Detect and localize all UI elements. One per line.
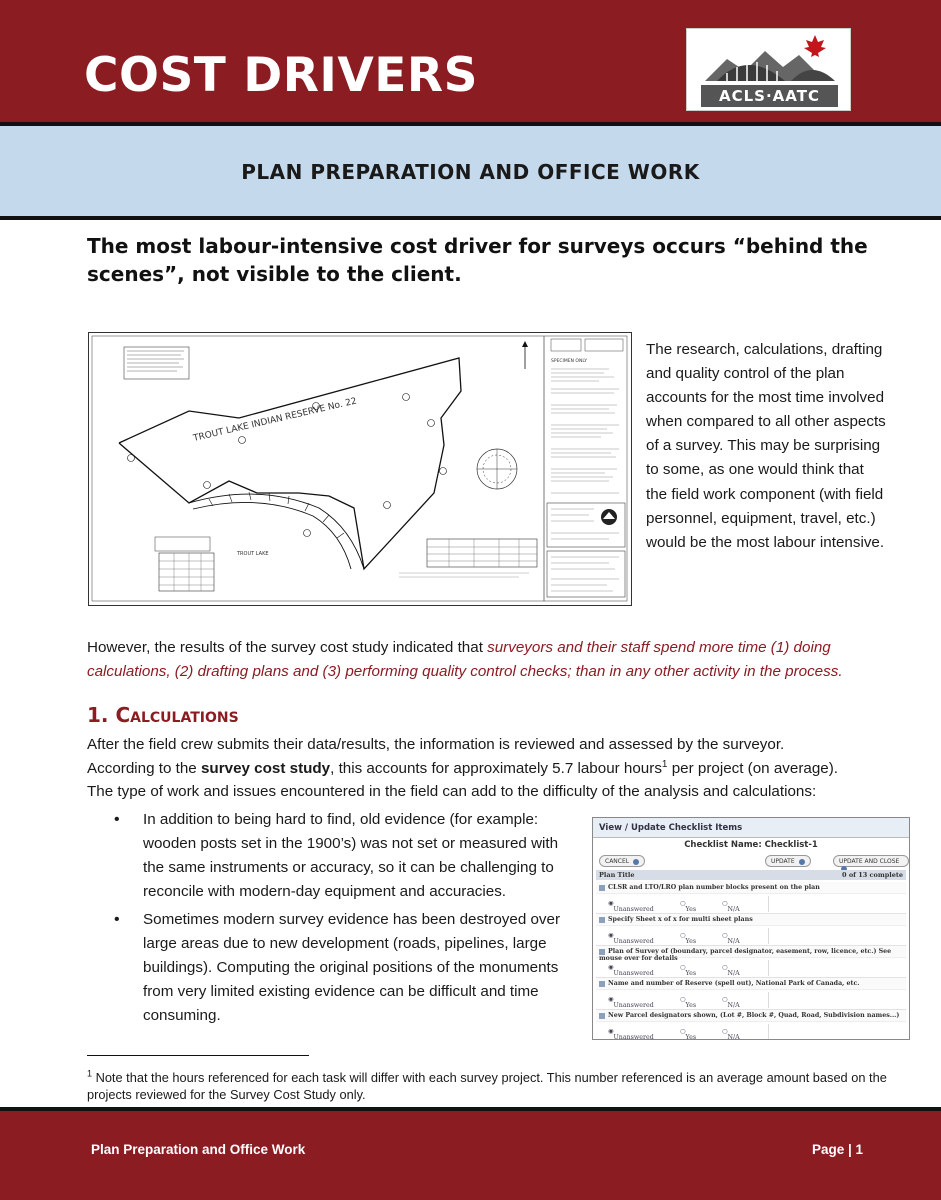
page-number: Page | 1 [811,1142,863,1157]
list-item: • Sometimes modern survey evidence has been destroyed over large areas due to new development (roads, pipelines, large buildings). Computing the original positions of the monuments from very limited existing evidence can be difficult and time consuming. [110,908,582,1028]
checklist-item: Plan of Survey of (boundary, parcel designator, easement, row, licence, etc.) See mouse over for details ◉ Unanswered ○ Yes ○ N/A [596,946,906,978]
checklist-name: Checklist Name: Checklist-1 [684,840,818,850]
checklist-screenshot [592,817,910,1040]
lead-statement: The most labour-intensive cost driver for surveys occurs “behind the scenes”, not visible to the client. [87,234,868,286]
comment-box[interactable] [768,896,902,912]
plan-lake-label: TROUT LAKE [237,551,269,557]
section-subtitle: PLAN PREPARATION AND OFFICE WORK [241,160,700,184]
plan-description-paragraph: The research, calculations, drafting and quality control of the plan accounts for the most time involved when compared to all other aspects of a survey. This may be surprising to some, as one would think that the field work component (with field personnel, equipment, travel, etc.) would be the most labour intensive. [646,341,886,551]
expand-icon[interactable] [599,1013,605,1019]
radio-unanswered[interactable]: ◉ Unanswered [608,1028,654,1040]
radio-yes[interactable]: ○ Yes [680,964,697,977]
survey-cost-study-term: survey cost study [200,759,331,777]
radio-na[interactable]: ○ N/A [722,932,740,945]
plan-reserve-label: TROUT LAKE INDIAN RESERVE No. 22 [192,396,358,444]
comment-box[interactable] [768,960,902,976]
comment-box[interactable] [768,1024,902,1040]
page-title: COST DRIVERS [84,48,478,103]
logo-text: ACLS·AATC [719,87,820,105]
comment-box[interactable] [768,992,902,1008]
radio-yes[interactable]: ○ Yes [680,932,697,945]
section-heading-calculations: 1. Calculations [87,703,239,727]
update-and-close-button[interactable]: UPDATE AND CLOSE [833,855,909,867]
cancel-icon [633,859,639,865]
checklist-window-title: View / Update Checklist Items [593,818,909,838]
footnote: $^1$ Note that the hours referenced for each task will differ with each survey project. This number referenced is an average amount based on the projects reviewed for the Survey Cost Study only. [87,1068,887,1102]
radio-na[interactable]: ○ N/A [722,996,740,1009]
acls-logo [686,28,851,111]
checklist-item: CLSR and LTO/LRO plan number blocks present on the plan ◉ Unanswered ○ Yes ○ N/A [596,882,906,914]
radio-unanswered[interactable]: ◉ Unanswered [608,964,654,977]
survey-plan-drawing [89,333,630,604]
footnote-marker[interactable]: 1 [661,758,668,770]
update-icon [799,859,805,865]
survey-plan-figure [88,332,632,606]
radio-unanswered[interactable]: ◉ Unanswered [608,900,654,913]
cost-study-emphasis: surveyors and their staff spend more time (1) doing calculations, (2) drafting plans and (3) performing quality control checks; than in any other activity in the process. [87,639,843,680]
radio-na[interactable]: ○ N/A [722,900,740,913]
footnote-divider [87,1055,309,1056]
checklist-item: New Parcel designators shown, (Lot #, Block #, Quad, Road, Subdivision names...) ◉ Unanswered ○ Yes ○ N/A [596,1010,906,1040]
radio-na[interactable]: ○ N/A [722,964,740,977]
radio-unanswered[interactable]: ◉ Unanswered [608,996,654,1009]
expand-icon[interactable] [599,981,605,987]
update-button[interactable]: UPDATE [765,855,811,867]
calculations-paragraph: After the field crew submits their data/results, the information is reviewed and assessed by the surveyor. According to the survey cost study, this accounts for approximately 5.7 labour hours$^1$ per project (on average). The type of work and issues encountered in the field can add to the difficulty of the analysis and calculations: [87,736,839,800]
radio-yes[interactable]: ○ Yes [680,900,697,913]
list-item: • In addition to being hard to find, old evidence (for example: wooden posts set in the 1900’s) was not set or measured with the same instruments or accuracy, so it can be challenging to reconcile with modern-day equipment and accuracies. [110,808,582,904]
footer-section-title: Plan Preparation and Office Work [91,1142,306,1157]
checklist-item: Name and number of Reserve (spell out), National Park of Canada, etc. ◉ Unanswered ○ Yes ○ N/A [596,978,906,1010]
cost-study-paragraph: However, the results of the survey cost study indicated that surveyors and their staff spend more time (1) doing calculations, (2) drafting plans and (3) performing quality control checks; than in any other activity in the process. [87,639,843,680]
radio-yes[interactable]: ○ Yes [680,996,697,1009]
plan-specimen-label: SPECIMEN ONLY [551,359,587,364]
checklist-progress-bar: Plan Title 0 of 13 complete [596,870,906,880]
cancel-button[interactable]: CANCEL [599,855,645,867]
radio-yes[interactable]: ○ Yes [680,1028,697,1040]
radio-unanswered[interactable]: ◉ Unanswered [608,932,654,945]
calculations-bullet-list [110,808,582,1032]
expand-icon[interactable] [599,949,605,955]
checklist-item: Specify Sheet x of x for multi sheet plans ◉ Unanswered ○ Yes ○ N/A [596,914,906,946]
comment-box[interactable] [768,928,902,944]
radio-na[interactable]: ○ N/A [722,1028,740,1040]
expand-icon[interactable] [599,885,605,891]
expand-icon[interactable] [599,917,605,923]
